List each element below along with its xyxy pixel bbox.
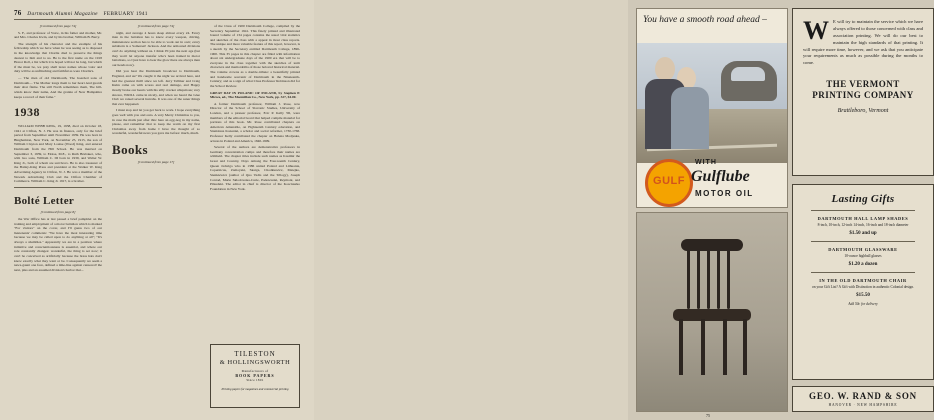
left-text-page (0, 0, 314, 420)
gulf-logo-text: GULF (653, 175, 685, 187)
chair-leg (723, 319, 727, 375)
paragraph: WILLIAM WEBB KING, 19, 1938, died on October 18, 1941 at Clifton, N. J. He was in finance, only for the brief period from September until November 1939. He was born in Binghamton, New York, on November 25, 1915, the son of William Clayton and Mary Louise (Wood) King, and entered Dartmouth from the Hill School. He was married on September 3, 1939, to Eloise, M.E., to Ruth Brubaker, who, with two sons, William C. III born in 1939, and Walter W. King Jr., both of whom are survivors. He is also treasurer of the Bailey-King Press and president at the Walker W. King Advertising Agency in Clifton, N. J. He was a member of the Newark Advertising Club and the Clifton Chamber of Commerce. William C. King Jr. 1917, is a brother. (14, 123, 102, 184)
gulf-illustration (637, 43, 787, 163)
class-year-heading: 1938 (14, 105, 40, 120)
gulf-gulflube-ad[interactable] (636, 8, 788, 208)
chair-crest-rail (681, 239, 743, 251)
paragraph: I must stop and let you get back to work. I hope everything goes well with you and ours. A very Merry Christmas to you, in case the mails just after this: here an egg-nog in my name, please, and remember that to keep me warm on my first Christmas away from home I have the thought of so wonderful, wonderful news you gave me before: much, much. (112, 108, 200, 136)
page-number: 76 (14, 9, 22, 17)
book-title: GREAT DAY IN POLAND: OF POLAND, by Stephen P. Mizwa, ed., The Macmillan Co., New York, pp. 327, $4.00. (210, 90, 300, 100)
running-head (14, 9, 148, 17)
chair-leg (701, 319, 705, 375)
vermont-town: Brattleboro, Vermont (837, 107, 889, 114)
right-page-number: 75 (706, 413, 710, 418)
gift-item-price: $1.50 and up (849, 230, 877, 236)
paragraph: A former Dartmouth professor, William J. Rose, now Director of the School of Slavonic Studies, University of London, and a pioneer professor, Eric P. Kelly '06, were members of the editorial board that helped compile material for portions of this book. Mr. Rose contributed chapters on American Amenable, on Eighteenth Century education, and Stanislaus Konarski, a scholar and social reformer, 1730-1768. Professor Kelly contributed the chapter on Helena Modjeska, actress in Poland and America, 1840-1909. (210, 101, 300, 143)
books-heading: Books (112, 142, 148, 158)
divider (811, 210, 915, 211)
gift-item-name: DARTMOUTH HALL LAMP SHADES (817, 216, 909, 221)
right-ad-page (314, 0, 923, 420)
gulf-with-label: WITH (695, 159, 717, 166)
continued-note-books: [Continued from page 17] (137, 160, 175, 165)
paragraph: Several of the authors are demonstrative professors in Germany concentration camps and therefore their names are withheld. The chapter titles include such names as Kasimir the Great and Country, Days Among the Four-teenth Century, Queen Jadwiga who in 1386 united Poland and Lithuania, Copernicus, Zamoyski, Skarga, Chodkiewicz, Matejko, Sienkiewicz (author of Quo Vadis and the Trilogy), Joseph Conrad, Marie Sklodowska-Curie, Paderewski, Reymont, and Pilsudski. The editor in chief is director of the Kosciuszko Foundation in New York. (210, 145, 300, 191)
lasting-gifts-ad[interactable] (792, 184, 934, 380)
gifts-title: Lasting Gifts (831, 193, 895, 205)
gift-item-desc: on your Gift List? A Gift with Distinction in authentic Colonial design. (811, 284, 914, 289)
chair-spindle (717, 249, 720, 309)
bolte-letter-heading: Bolté Letter (14, 194, 75, 207)
continued-note-bolte: [Continued from page 8] (40, 210, 76, 215)
drop-cap: W (803, 16, 829, 45)
chair-spindle (727, 249, 730, 309)
chair-leg (743, 319, 747, 375)
gulf-headline: You have a smooth road ahead – (643, 15, 767, 25)
column-three (210, 24, 300, 193)
paragraph: — The men of old Dartmouth, The hoarded sons of Dartmouth— The Mother longs them to her heart And guards their altar flame. The still North remembers them, The hill-winds know their name, And the granite of New Hampshire keeps a record of their fame." (14, 76, 102, 99)
chair-leg (679, 319, 683, 375)
rand-company-name: GEO. W. RAND & SON (809, 391, 917, 401)
dartmouth-chair-photo (636, 212, 788, 412)
gifts-footer-note: Add 50c for delivery (848, 301, 878, 306)
divider (14, 187, 102, 188)
vermont-company-name: THE VERMONT PRINTING COMPANY (812, 79, 914, 101)
paragraph: the War Office has at last passed a brief pamphlet on the training and employment of a motor battalion which is marked "For visitors" on the cover, and I'll guess two of our lieutenants' comments: "We have the most interesting time because we may be called upon to do anything at all"; "It's always a shambles." Apparently we are in a position where initiative and conscientiousness is essential, and where our role constantly changes: wonderful, the thing is set now; it can't be conceived as artificially because the brass hats don't know exactly what they want or be. Consequently we seem a news-gaunt one face, defined a time-line against censored! the next, plus and an assumed division's harbor that... (14, 217, 102, 272)
advertiser-name-line2: & HOLLINGSWORTH (219, 359, 291, 366)
gift-item-name: DARTMOUTH GLASSWARE (828, 246, 898, 252)
column-one (14, 24, 102, 274)
gulf-product-name: Gulflube (691, 168, 750, 185)
gulf-logo-icon (645, 159, 693, 207)
chair-seat (673, 309, 751, 321)
chair-spindle (687, 249, 690, 309)
figure-head (655, 57, 675, 81)
chair-spindle (697, 249, 700, 309)
gift-item-name: IN THE OLD DARTMOUTH CHAIR (819, 277, 907, 283)
paragraph: of the Class of 1900 Dartmouth College, compiled by the Secretary September 1941. This finely printed and illustrated bound volume of 134 pages contains the usual vital statistics and sketches of the class with a appeal in most class reports. The unique and more valuable feature of this report, however, is a sketch by the Secretary entitled Dartmouth College, 1896-1900. This 35 pages in this chapter are filled with information about six undergraduate days of the 1900 era that will be to everyone in the class together with the sketches of term characters and memorabilia of those beloved historical material. The volume crowns as a double-tribute: a beautifully printed and handsome souvenir of Dartmouth in the Nineteenth-Century; and as a sign of what Class Professor Robinson did for the School Review. (210, 24, 300, 88)
figure-body (671, 87, 709, 149)
gift-item-desc: 8-inch, 10-inch, 12-inch 14-inch, 16-inch and 18-inch diameter (817, 223, 909, 227)
gift-item-price: $1.20 a dozen (848, 261, 878, 267)
ad-subtitle (211, 369, 299, 382)
ad-sub-since: Since 1801 (246, 378, 264, 382)
car-illustration (721, 61, 777, 101)
issue-date: FEBRUARY 1941 (103, 11, 148, 17)
header-rule (14, 19, 300, 20)
gift-item-price: $15.50 (856, 292, 870, 298)
ad-sub-bold: BOOK PAPERS (235, 373, 275, 378)
vermont-body-text: E will try to maintain the service which we have always offered to those concerned with class and association printing. We will do our best to maintain the high standards of that printing. It will require more time, however, and we ask that you anticipate your requirements as much as possible during the months to come. (803, 19, 923, 66)
paragraph: night, and average 4 hours sleep almost every 24. Every man in the battalion has to know every weapon, driving, maintenance section has to be able to work out in own; every subaltern is a Somerset! Jackson. And the armoured divisions can't do anything without us. I think I'll join the next age (but they won't let anyone transfer who's been trained in motor battalions, so I just have to bear the glow there are always men our heads now). (112, 30, 200, 67)
paragraph: The strength of his character and the example of his fellowship which we have when he was seeing as is disposed in the knowledge that Charlie died to preserve the things dearest to him and to us. He is the first name on the 1918 Honor Roll, a list which it is hoped will not be long, but which if the must be, we pray shall leave names whose valor and duty will be as unflinching and faithful as were Charlie's. (14, 41, 102, 74)
column-two (112, 24, 200, 167)
geo-w-rand-ad[interactable] (792, 386, 934, 412)
vermont-printing-ad[interactable] (792, 8, 934, 176)
paragraph: Did you hear the Dartmouth broadcast to Dartmouth, England, and us? We caught it the night we arrived here, and had the greatest thrill since we left. Jerry Tallmer and Craig Kuhn came on with scores and real damage, and Happy mostly broke our hearts with his silly cracker ubiquitous; very sincere, WRILL came in nicely, and when we heard the Glee Club we raised several hurrahs. It was one of the saner things that ever happened. (112, 69, 200, 106)
ad-footer-text: Printing papers for magazines and commercial printing (221, 387, 289, 391)
magazine-title: Dartmouth Alumni Magazine (27, 11, 98, 17)
windsor-chair-illustration (671, 239, 753, 379)
tileston-hollingsworth-ad[interactable] (210, 344, 300, 408)
paragraph: S. F., and professor of Voice, in his father and mother, Mr. and Mrs. Charles Irwin, and by his brother, William B. Berry. (14, 30, 102, 40)
rand-address: HANOVER · NEW HAMPSHIRE (828, 403, 898, 407)
divider (811, 272, 915, 273)
vermont-body (803, 16, 923, 67)
advertiser-name-line1: TILESTON (234, 350, 276, 358)
divider (811, 241, 915, 242)
gift-item-desc: 10-ounce highball glasses (844, 253, 882, 258)
continued-note-2: [Continued from page 74] (137, 24, 175, 28)
gulf-product-subtitle: MOTOR OIL (695, 189, 754, 198)
chair-spindle (707, 249, 710, 309)
couple-illustration (641, 53, 715, 153)
continued-note-1: [Continued from page 74] (39, 24, 77, 28)
ad-sub-small: Manufacturers of (241, 369, 269, 373)
